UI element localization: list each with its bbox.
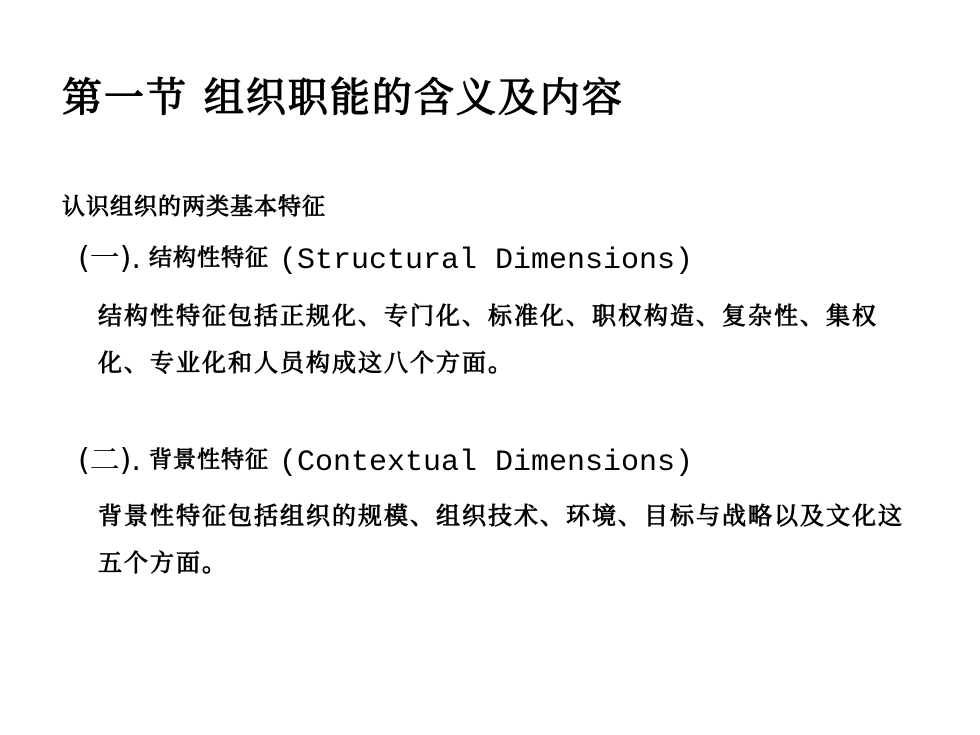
structural-dimensions-body: 结构性特征包括正规化、专门化、标准化、职权构造、复杂性、集权化、专业化和人员构成这八个方面。 (98, 302, 878, 377)
contextual-dimensions-heading (78, 440, 693, 483)
section-marker: (二). (78, 443, 141, 478)
slide-title: 第一节 组织职能的含义及内容 (62, 75, 624, 121)
section-label: 背景性特征 (148, 447, 269, 473)
contextual-dimensions-body: 背景性特征包括组织的规模、组织技术、环境、目标与战略以及文化这五个方面。 (98, 502, 904, 577)
section-label: 结构性特征 (148, 245, 269, 271)
section-heading: 认识组织的两类基本特征 (62, 194, 326, 220)
section-english-term: (Structural Dimensions) (278, 244, 694, 278)
structural-dimensions-heading (78, 238, 693, 281)
section-marker: (一). (78, 241, 141, 276)
section-english-term: (Contextual Dimensions) (278, 446, 694, 480)
